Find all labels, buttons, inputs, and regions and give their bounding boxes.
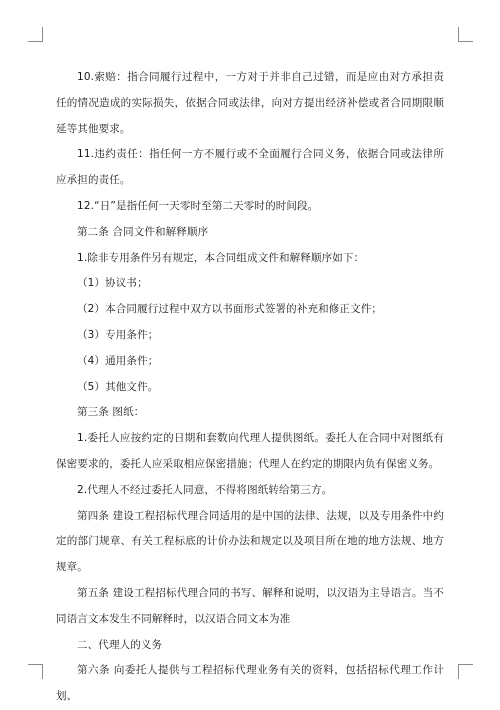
- crop-mark-top-right: [458, 27, 473, 42]
- list-item-1: （1）协议书；: [77, 277, 148, 290]
- heading-article-2: 第二条 合同文件和解释顺序: [77, 225, 209, 238]
- list-item-3: （3）专用条件；: [77, 328, 159, 341]
- paragraph-article-4: 第四条 建设工程招标代理合同适用的是中国的法律、法规，以及专用条件中约定的部门规章、有关工程标底的计价办法和规定以及项目所在地的地方法规、地方规章。: [56, 509, 444, 574]
- heading-agent-obligations: 二、代理人的义务: [77, 638, 163, 651]
- heading-article-3: 第三条 图纸：: [77, 406, 145, 419]
- paragraph-day-definition: 12.“日”是指任何一天零时至第二天零时的时间段。: [77, 199, 319, 212]
- document-body: [56, 65, 444, 710]
- crop-mark-bottom-right: [458, 664, 473, 679]
- paragraph-document-order: 1.除非专用条件另有规定，本合同组成文件和解释顺序如下：: [77, 251, 365, 264]
- paragraph-drawings-provision: 1.委托人应按约定的日期和套数向代理人提供图纸。委托人在合同中对图纸有保密要求的，委托人应采取相应保密措施；代理人在约定的期限内负有保密义务。: [56, 432, 444, 470]
- list-item-5: （5）其他文件。: [77, 380, 159, 393]
- crop-mark-bottom-left: [28, 664, 43, 679]
- list-item-2: （2）本合同履行过程中双方以书面形式签署的补充和修正文件；: [77, 303, 383, 316]
- paragraph-drawings-transfer: 2.代理人不经过委托人同意，不得将图纸转给第三方。: [77, 483, 333, 496]
- paragraph-article-6: 第六条 向委托人提供与工程招标代理业务有关的资料，包括招标代理工作计划、: [56, 664, 444, 703]
- paragraph-breach-definition: 11.违约责任：指任何一方不履行或不全面履行合同义务，依据合同或法律所应承担的责任。: [56, 148, 444, 187]
- paragraph-article-5: 第五条 建设工程招标代理合同的书写、解释和说明，以汉语为主导语言。当不同语言文本发生不同解释时，以汉语合同文本为准: [56, 586, 444, 625]
- paragraph-claim-definition: 10.索赔：指合同履行过程中，一方对于并非自己过错，而是应由对方承担责任的情况造成的实际损失，依据合同或法律，向对方提出经济补偿或者合同期限顺延等其他要求。: [56, 71, 444, 135]
- crop-mark-top-left: [28, 27, 43, 42]
- list-item-4: （4）通用条件；: [77, 354, 159, 367]
